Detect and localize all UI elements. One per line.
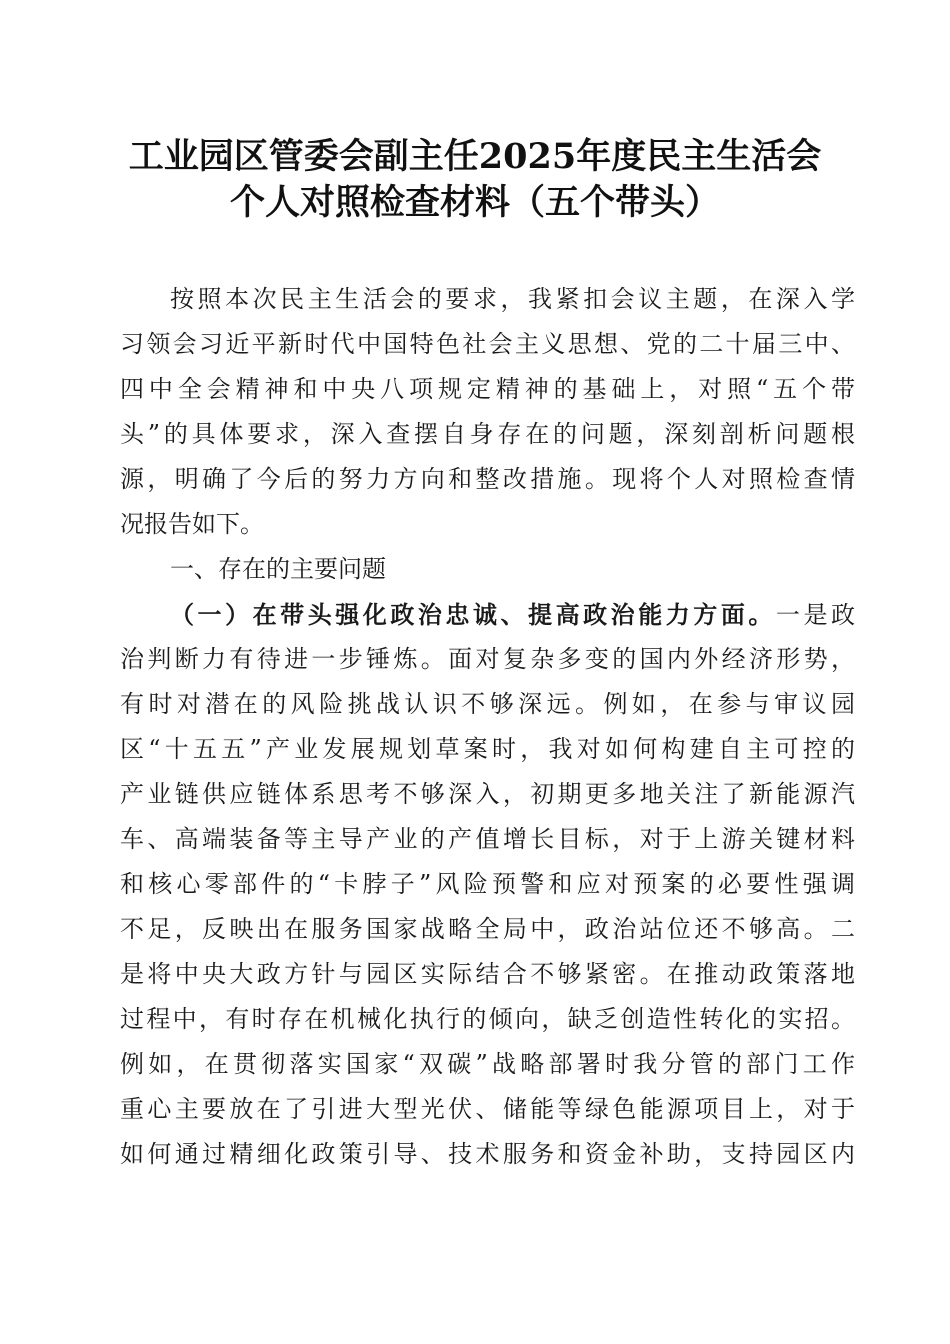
- intro-line: 源，明确了今后的努力方向和整改措施。现将个人对照检查情: [120, 465, 855, 493]
- body-line: 产业链供应链体系思考不够深入，初期更多地关注了新能源汽: [120, 780, 855, 808]
- body-line: 过程中，有时存在机械化执行的倾向，缺乏创造性转化的实招。: [120, 1005, 855, 1033]
- intro-line: 四中全会精神和中央八项规定精神的基础上，对照“五个带: [120, 375, 855, 403]
- body-line: 重心主要放在了引进大型光伏、储能等绿色能源项目上，对于: [120, 1095, 855, 1123]
- section-block: [120, 547, 855, 1177]
- body-line: 有时对潜在的风险挑战认识不够深远。例如，在参与审议园: [120, 690, 855, 718]
- subsection-heading: （一）在带头强化政治忠诚、提高政治能力方面。: [170, 600, 776, 629]
- intro-line: 按照本次民主生活会的要求，我紧扣会议主题，在深入学: [170, 285, 855, 313]
- body-line: 是将中央大政方针与园区实际结合不够紧密。在推动政策落地: [120, 960, 855, 988]
- title-line-1: 工业园区管委会副主任2025年度民主生活会: [128, 136, 822, 177]
- body-line: 和核心零部件的“卡脖子”风险预警和应对预案的必要性强调: [120, 870, 855, 898]
- body-line: 如何通过精细化政策引导、技术服务和资金补助，支持园区内: [120, 1140, 855, 1168]
- intro-paragraph: [120, 277, 855, 547]
- body-line: 治判断力有待进一步锤炼。面对复杂多变的国内外经济形势，: [120, 645, 855, 673]
- intro-line: 习领会习近平新时代中国特色社会主义思想、党的二十届三中、: [120, 330, 855, 358]
- body-line: 例如，在贯彻落实国家“双碳”战略部署时我分管的部门工作: [120, 1050, 855, 1078]
- intro-line: 况报告如下。: [120, 510, 264, 538]
- document-title: [80, 134, 870, 226]
- body-line: 不足，反映出在服务国家战略全局中，政治站位还不够高。二: [120, 915, 855, 943]
- title-line-2: 个人对照检查材料（五个带头）: [229, 182, 720, 223]
- section-heading: 一、存在的主要问题: [170, 555, 386, 583]
- subsection-first-line-rest: 一是政: [775, 601, 855, 629]
- body-line: 车、高端装备等主导产业的产值增长目标，对于上游关键材料: [120, 825, 855, 853]
- body-line: 区“十五五”产业发展规划草案时，我对如何构建自主可控的: [120, 735, 855, 763]
- intro-line: 头”的具体要求，深入查摆自身存在的问题，深刻剖析问题根: [120, 420, 855, 448]
- subsection-first-line: [120, 592, 855, 637]
